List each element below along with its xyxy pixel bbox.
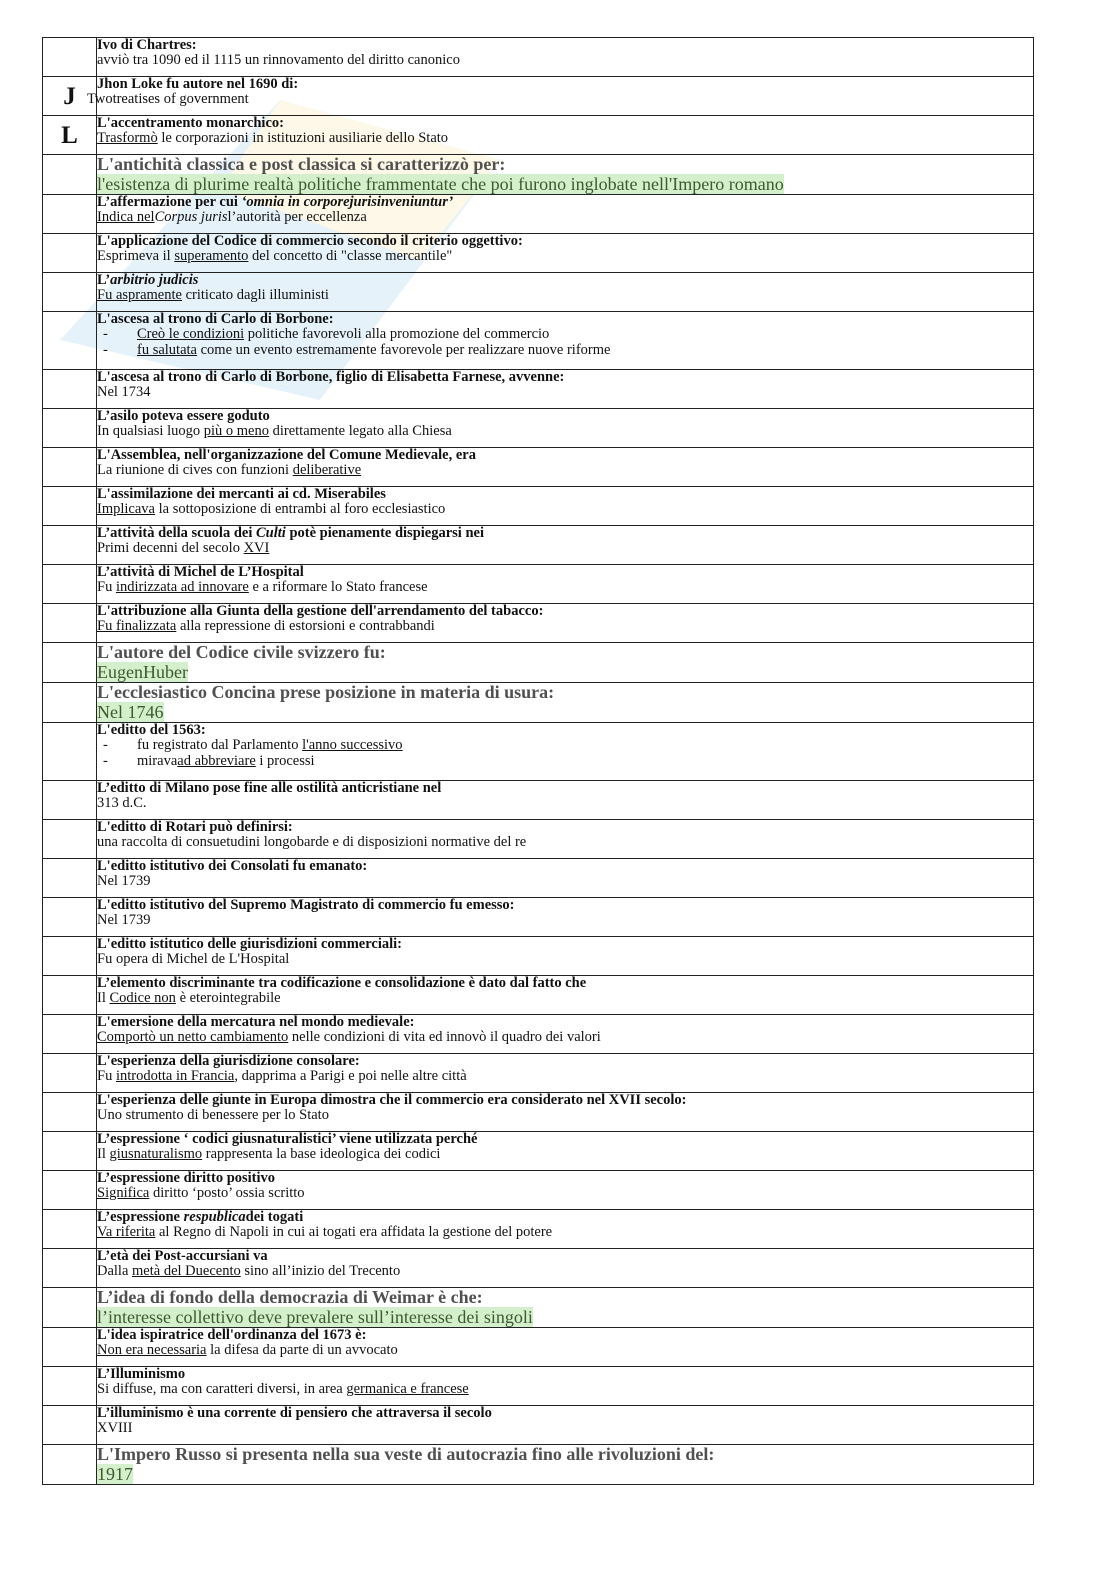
question: L’espressione respublicadei togati: [97, 1209, 304, 1225]
list-item: - fu registrato dal Parlamento l'anno successivo: [97, 738, 1033, 754]
answer: Si diffuse, ma con caratteri diversi, in area germanica e francese: [97, 1381, 469, 1397]
question: L’arbitrio judicis: [97, 272, 199, 288]
question: L'editto di Rotari può definirsi:: [97, 819, 293, 835]
list-item: - miravaad abbreviare i processi: [97, 754, 1033, 770]
table-row: [43, 1210, 1034, 1249]
table-row: [43, 723, 1034, 781]
table-row: [43, 898, 1034, 937]
question: L'Assemblea, nell'organizzazione del Comune Medievale, era: [97, 447, 476, 463]
table-row: [43, 77, 1034, 116]
answer: Il Codice non è eterointegrabile: [97, 990, 281, 1006]
answer: La riunione di cives con funzioni deliberative: [97, 462, 362, 478]
answer: l’interesse collettivo deve prevalere sull’interesse dei singoli: [97, 1307, 533, 1327]
table-row: [43, 1171, 1034, 1210]
table-row: [43, 234, 1034, 273]
answer: Significa diritto ‘posto’ ossia scritto: [97, 1185, 305, 1201]
table-row: [43, 409, 1034, 448]
answer: Fu indirizzata ad innovare e a riformare lo Stato francese: [97, 579, 428, 595]
question: Ivo di Chartres:: [97, 37, 197, 53]
question: L'emersione della mercatura nel mondo medievale:: [97, 1014, 415, 1030]
table-row: [43, 565, 1034, 604]
table-row: [43, 643, 1034, 683]
answer: l'esistenza di plurime realtà politiche frammentate che poi furono inglobate nell'Impero romano: [97, 174, 784, 194]
table-row: [43, 155, 1034, 195]
question: L’asilo poteva essere goduto: [97, 408, 270, 424]
question: L'ascesa al trono di Carlo di Borbone, figlio di Elisabetta Farnese, avvenne:: [97, 369, 565, 385]
answer: Nel 1734: [97, 384, 151, 400]
question: L'accentramento monarchico:: [97, 115, 284, 131]
answer: Il giusnaturalismo rappresenta la base ideologica dei codici: [97, 1146, 441, 1162]
row-letter: [43, 38, 97, 77]
table-row: [43, 1445, 1034, 1485]
answer: Dalla metà del Duecento sino all’inizio del Trecento: [97, 1263, 401, 1279]
answer: avviò tra 1090 ed il 1115 un rinnovamento del diritto canonico: [97, 52, 460, 68]
answer: Fu finalizzata alla repressione di estorsioni e contrabbandi: [97, 618, 435, 634]
answer: XVIII: [97, 1420, 133, 1436]
table-row: [43, 38, 1034, 77]
question: L'ecclesiastico Concina prese posizione in materia di usura:: [97, 682, 555, 702]
row-letter: J: [43, 77, 97, 116]
table-row: [43, 487, 1034, 526]
table-row: [43, 604, 1034, 643]
answer: Twotreatises of government: [87, 91, 249, 107]
answer: Non era necessaria la difesa da parte di un avvocato: [97, 1342, 398, 1358]
answer: Trasformò le corporazioni in istituzioni ausiliarie dello Stato: [97, 130, 449, 146]
question: L’idea di fondo della democrazia di Weimar è che:: [97, 1287, 483, 1307]
table-row: [43, 370, 1034, 409]
answer: Uno strumento di benessere per lo Stato: [97, 1107, 329, 1123]
answer: In qualsiasi luogo più o meno direttamente legato alla Chiesa: [97, 423, 452, 439]
answer: Nel 1739: [97, 873, 151, 889]
table-row: [43, 859, 1034, 898]
row-letter: L: [43, 116, 97, 155]
question: L’elemento discriminante tra codificazione e consolidazione è dato dal fatto che: [97, 975, 587, 991]
question: L'esperienza della giurisdizione consolare:: [97, 1053, 360, 1069]
question: L’Illuminismo: [97, 1366, 186, 1382]
answer: Nel 1739: [97, 912, 151, 928]
table-row: [43, 1367, 1034, 1406]
table-row: [43, 448, 1034, 487]
table-row: [43, 1054, 1034, 1093]
table-row: [43, 195, 1034, 234]
table-row: [43, 683, 1034, 723]
answer: Indica nelCorpus jurisl’autorità per eccellenza: [97, 209, 367, 225]
question: L’affermazione per cui ‘omnia in corporejurisinveniuntur’: [97, 194, 454, 210]
table-row: [43, 937, 1034, 976]
table-row: [43, 781, 1034, 820]
answer: Nel 1746: [97, 702, 164, 722]
question: L’editto di Milano pose fine alle ostilità anticristiane nel: [97, 780, 442, 796]
question: L'antichità classica e post classica si caratterizzò per:: [97, 154, 506, 174]
table-row: [43, 116, 1034, 155]
question: L'idea ispiratrice dell'ordinanza del 1673 è:: [97, 1327, 367, 1343]
question: L’espressione ‘ codici giusnaturalistici’ viene utilizzata perché: [97, 1131, 478, 1147]
table-row: [43, 820, 1034, 859]
list-item: - Creò le condizioni politiche favorevoli alla promozione del commercio: [97, 327, 1033, 343]
question: L'editto istitutico delle giurisdizioni commerciali:: [97, 936, 402, 952]
answer: EugenHuber: [97, 662, 188, 682]
answer-list: [97, 327, 1033, 358]
table-row: [43, 976, 1034, 1015]
answer: Fu introdotta in Francia, dapprima a Parigi e poi nelle altre città: [97, 1068, 467, 1084]
question: L’illuminismo è una corrente di pensiero che attraversa il secolo: [97, 1405, 492, 1421]
question: L’espressione diritto positivo: [97, 1170, 276, 1186]
question: Jhon Loke fu autore nel 1690 di:: [97, 76, 299, 92]
answer: Implicava la sottoposizione di entrambi al foro ecclesiastico: [97, 501, 446, 517]
question: L'Impero Russo si presenta nella sua veste di autocrazia fino alle rivoluzioni del:: [97, 1444, 715, 1464]
question: L'applicazione del Codice di commercio secondo il criterio oggettivo:: [97, 233, 523, 249]
question: L'esperienza delle giunte in Europa dimostra che il commercio era considerato nel XVII secolo:: [97, 1092, 687, 1108]
table-row: [43, 1015, 1034, 1054]
question: L'editto istitutivo del Supremo Magistrato di commercio fu emesso:: [97, 897, 515, 913]
answer: una raccolta di consuetudini longobarde e di disposizioni normative del re: [97, 834, 527, 850]
answer-list: [97, 738, 1033, 769]
table-row: [43, 1093, 1034, 1132]
table-row: [43, 526, 1034, 565]
question: L'assimilazione dei mercanti ai cd. Miserabiles: [97, 486, 386, 502]
question: L'ascesa al trono di Carlo di Borbone:: [97, 311, 334, 327]
qa-table: [42, 37, 1034, 1485]
table-row: [43, 1406, 1034, 1445]
question: L'editto istitutivo dei Consolati fu emanato:: [97, 858, 368, 874]
answer: 313 d.C.: [97, 795, 147, 811]
table-row: [43, 1288, 1034, 1328]
answer: Esprimeva il superamento del concetto di "classe mercantile": [97, 248, 453, 264]
answer: 1917: [97, 1464, 133, 1484]
answer: Primi decenni del secolo XVI: [97, 540, 270, 556]
answer: Va riferita al Regno di Napoli in cui ai togati era affidata la gestione del potere: [97, 1224, 553, 1240]
question: L’attività di Michel de L’Hospital: [97, 564, 304, 580]
list-item: - fu salutata come un evento estremamente favorevole per realizzare nuove riforme: [97, 343, 1033, 359]
table-row: [43, 273, 1034, 312]
answer: Fu opera di Michel de L'Hospital: [97, 951, 290, 967]
answer: Fu aspramente criticato dagli illuministi: [97, 287, 329, 303]
question: L'editto del 1563:: [97, 722, 206, 738]
question: L’attività della scuola dei Culti potè pienamente dispiegarsi nei: [97, 525, 484, 541]
table-row: [43, 1132, 1034, 1171]
question: L'attribuzione alla Giunta della gestione dell'arrendamento del tabacco:: [97, 603, 544, 619]
answer: Comportò un netto cambiamento nelle condizioni di vita ed innovò il quadro dei valori: [97, 1029, 601, 1045]
question: L’età dei Post-accursiani va: [97, 1248, 268, 1264]
question: L'autore del Codice civile svizzero fu:: [97, 642, 386, 662]
table-row: [43, 1249, 1034, 1288]
table-row: [43, 1328, 1034, 1367]
table-row: [43, 312, 1034, 370]
